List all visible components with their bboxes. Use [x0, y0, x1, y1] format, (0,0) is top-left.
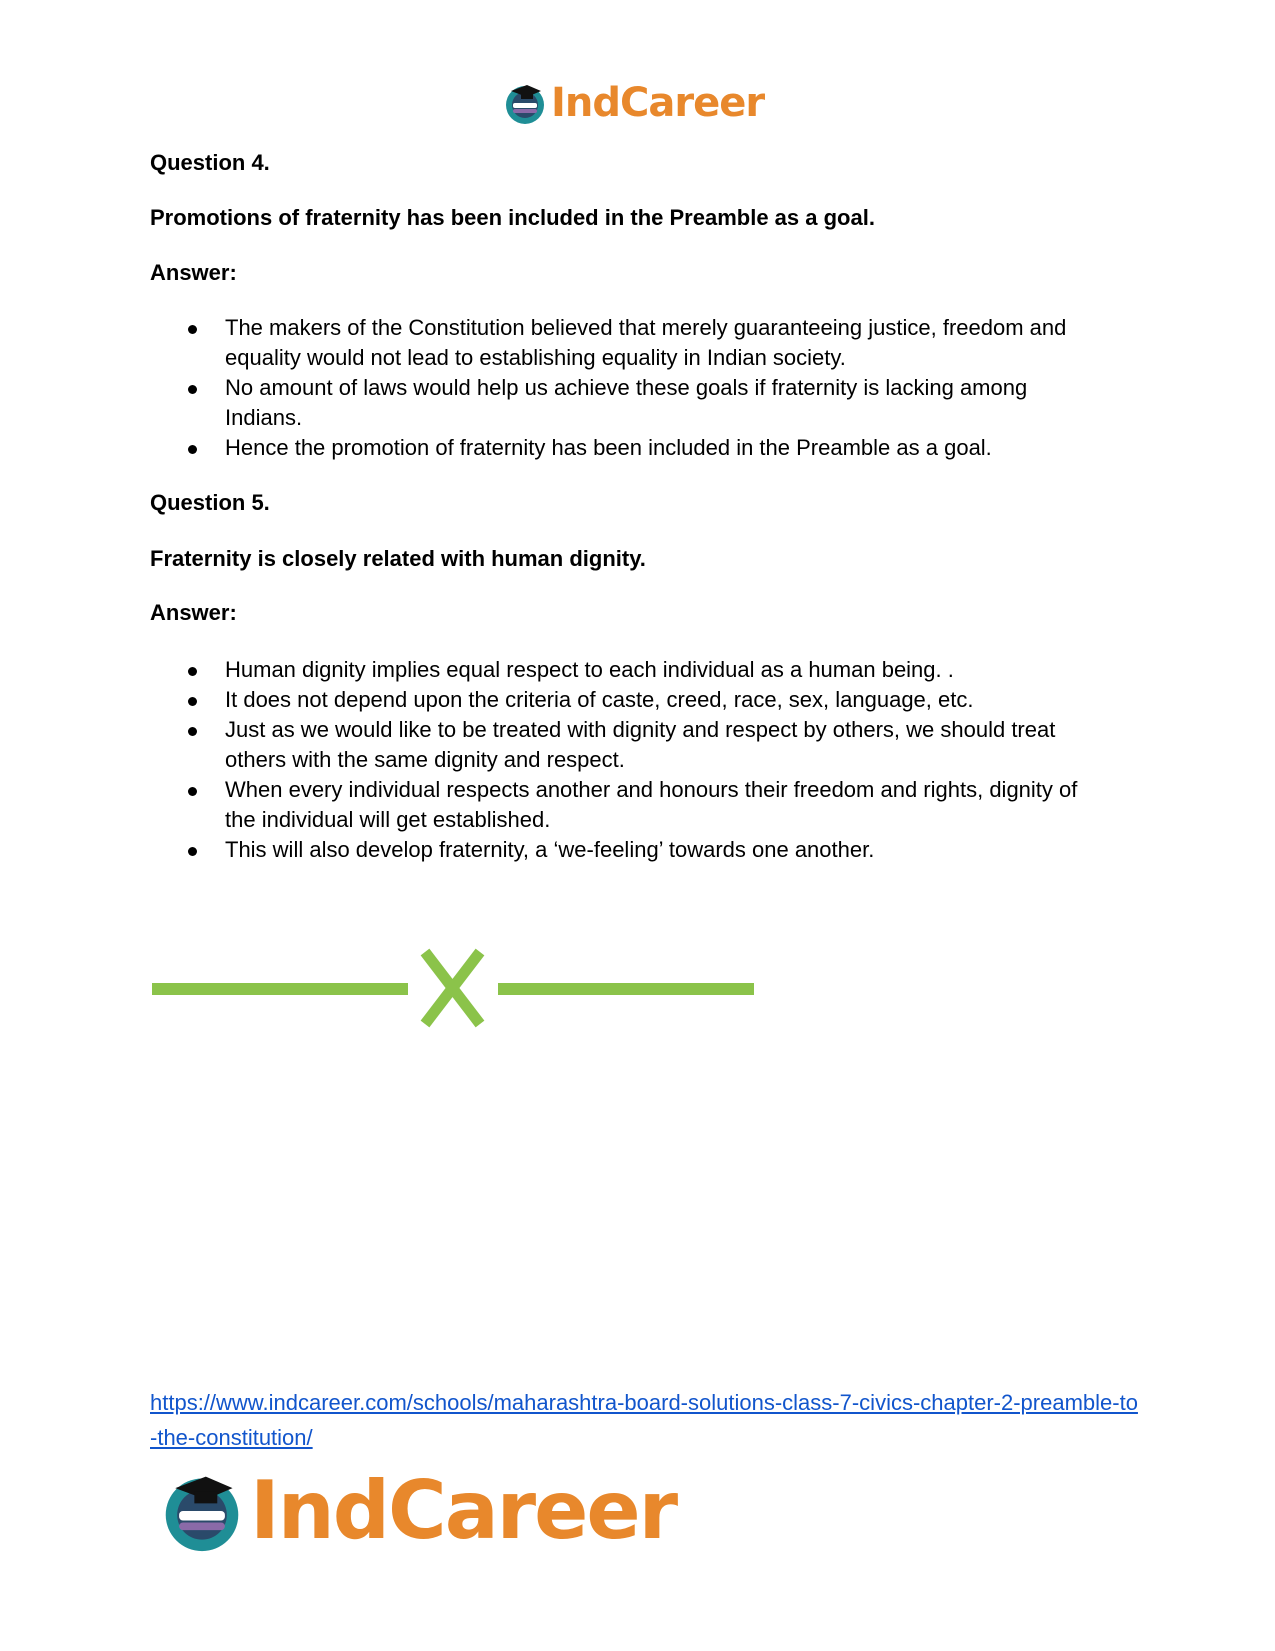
bullet-icon: [188, 847, 197, 856]
question-5-statement: Fraternity is closely related with human dignity.: [150, 546, 646, 571]
list-item: Human dignity implies equal respect to each individual as a human being. .: [150, 655, 1110, 685]
logo-wordmark: IndCareer: [551, 80, 765, 126]
indcareer-logo-top: [503, 80, 764, 126]
bullet-icon: [188, 325, 197, 334]
list-item: Hence the promotion of fraternity has been included in the Preamble as a goal.: [150, 433, 1110, 463]
bullet-icon: [188, 697, 197, 706]
question-5-answer-label: Answer:: [150, 600, 237, 625]
question-5-number: Question 5.: [150, 490, 270, 515]
bullet-icon: [188, 385, 197, 394]
graduation-book-icon: [503, 81, 547, 125]
indcareer-logo-bottom: [160, 1464, 677, 1557]
list-item: When every individual respects another and honours their freedom and rights, dignity of the individual will get established.: [150, 775, 1110, 835]
question-4-answer-label: Answer:: [150, 260, 237, 285]
question-5-answer-list: [150, 655, 1110, 865]
list-item: The makers of the Constitution believed that merely guaranteeing justice, freedom and equality would not lead to establishing equality in Indian society.: [150, 313, 1110, 373]
section-divider: [150, 948, 760, 1028]
graduation-book-icon: [160, 1469, 244, 1553]
bullet-icon: [188, 667, 197, 676]
source-url-link[interactable]: https://www.indcareer.com/schools/maharashtra-board-solutions-class-7-civics-chapter-2-preamble-to-the-constitution/: [150, 1390, 1138, 1450]
bullet-icon: [188, 787, 197, 796]
list-item: No amount of laws would help us achieve these goals if fraternity is lacking among Indians.: [150, 373, 1110, 433]
list-item: It does not depend upon the criteria of caste, creed, race, sex, language, etc.: [150, 685, 1110, 715]
question-4-statement: Promotions of fraternity has been included in the Preamble as a goal.: [150, 205, 875, 230]
list-item: This will also develop fraternity, a ‘we-feeling’ towards one another.: [150, 835, 1110, 865]
logo-wordmark: IndCareer: [250, 1464, 677, 1557]
cross-icon: [425, 952, 480, 1024]
bullet-icon: [188, 445, 197, 454]
question-4-number: Question 4.: [150, 150, 270, 175]
question-4-answer-list: [150, 313, 1110, 463]
bullet-icon: [188, 727, 197, 736]
list-item: Just as we would like to be treated with dignity and respect by others, we should treat others with the same dignity and respect.: [150, 715, 1110, 775]
